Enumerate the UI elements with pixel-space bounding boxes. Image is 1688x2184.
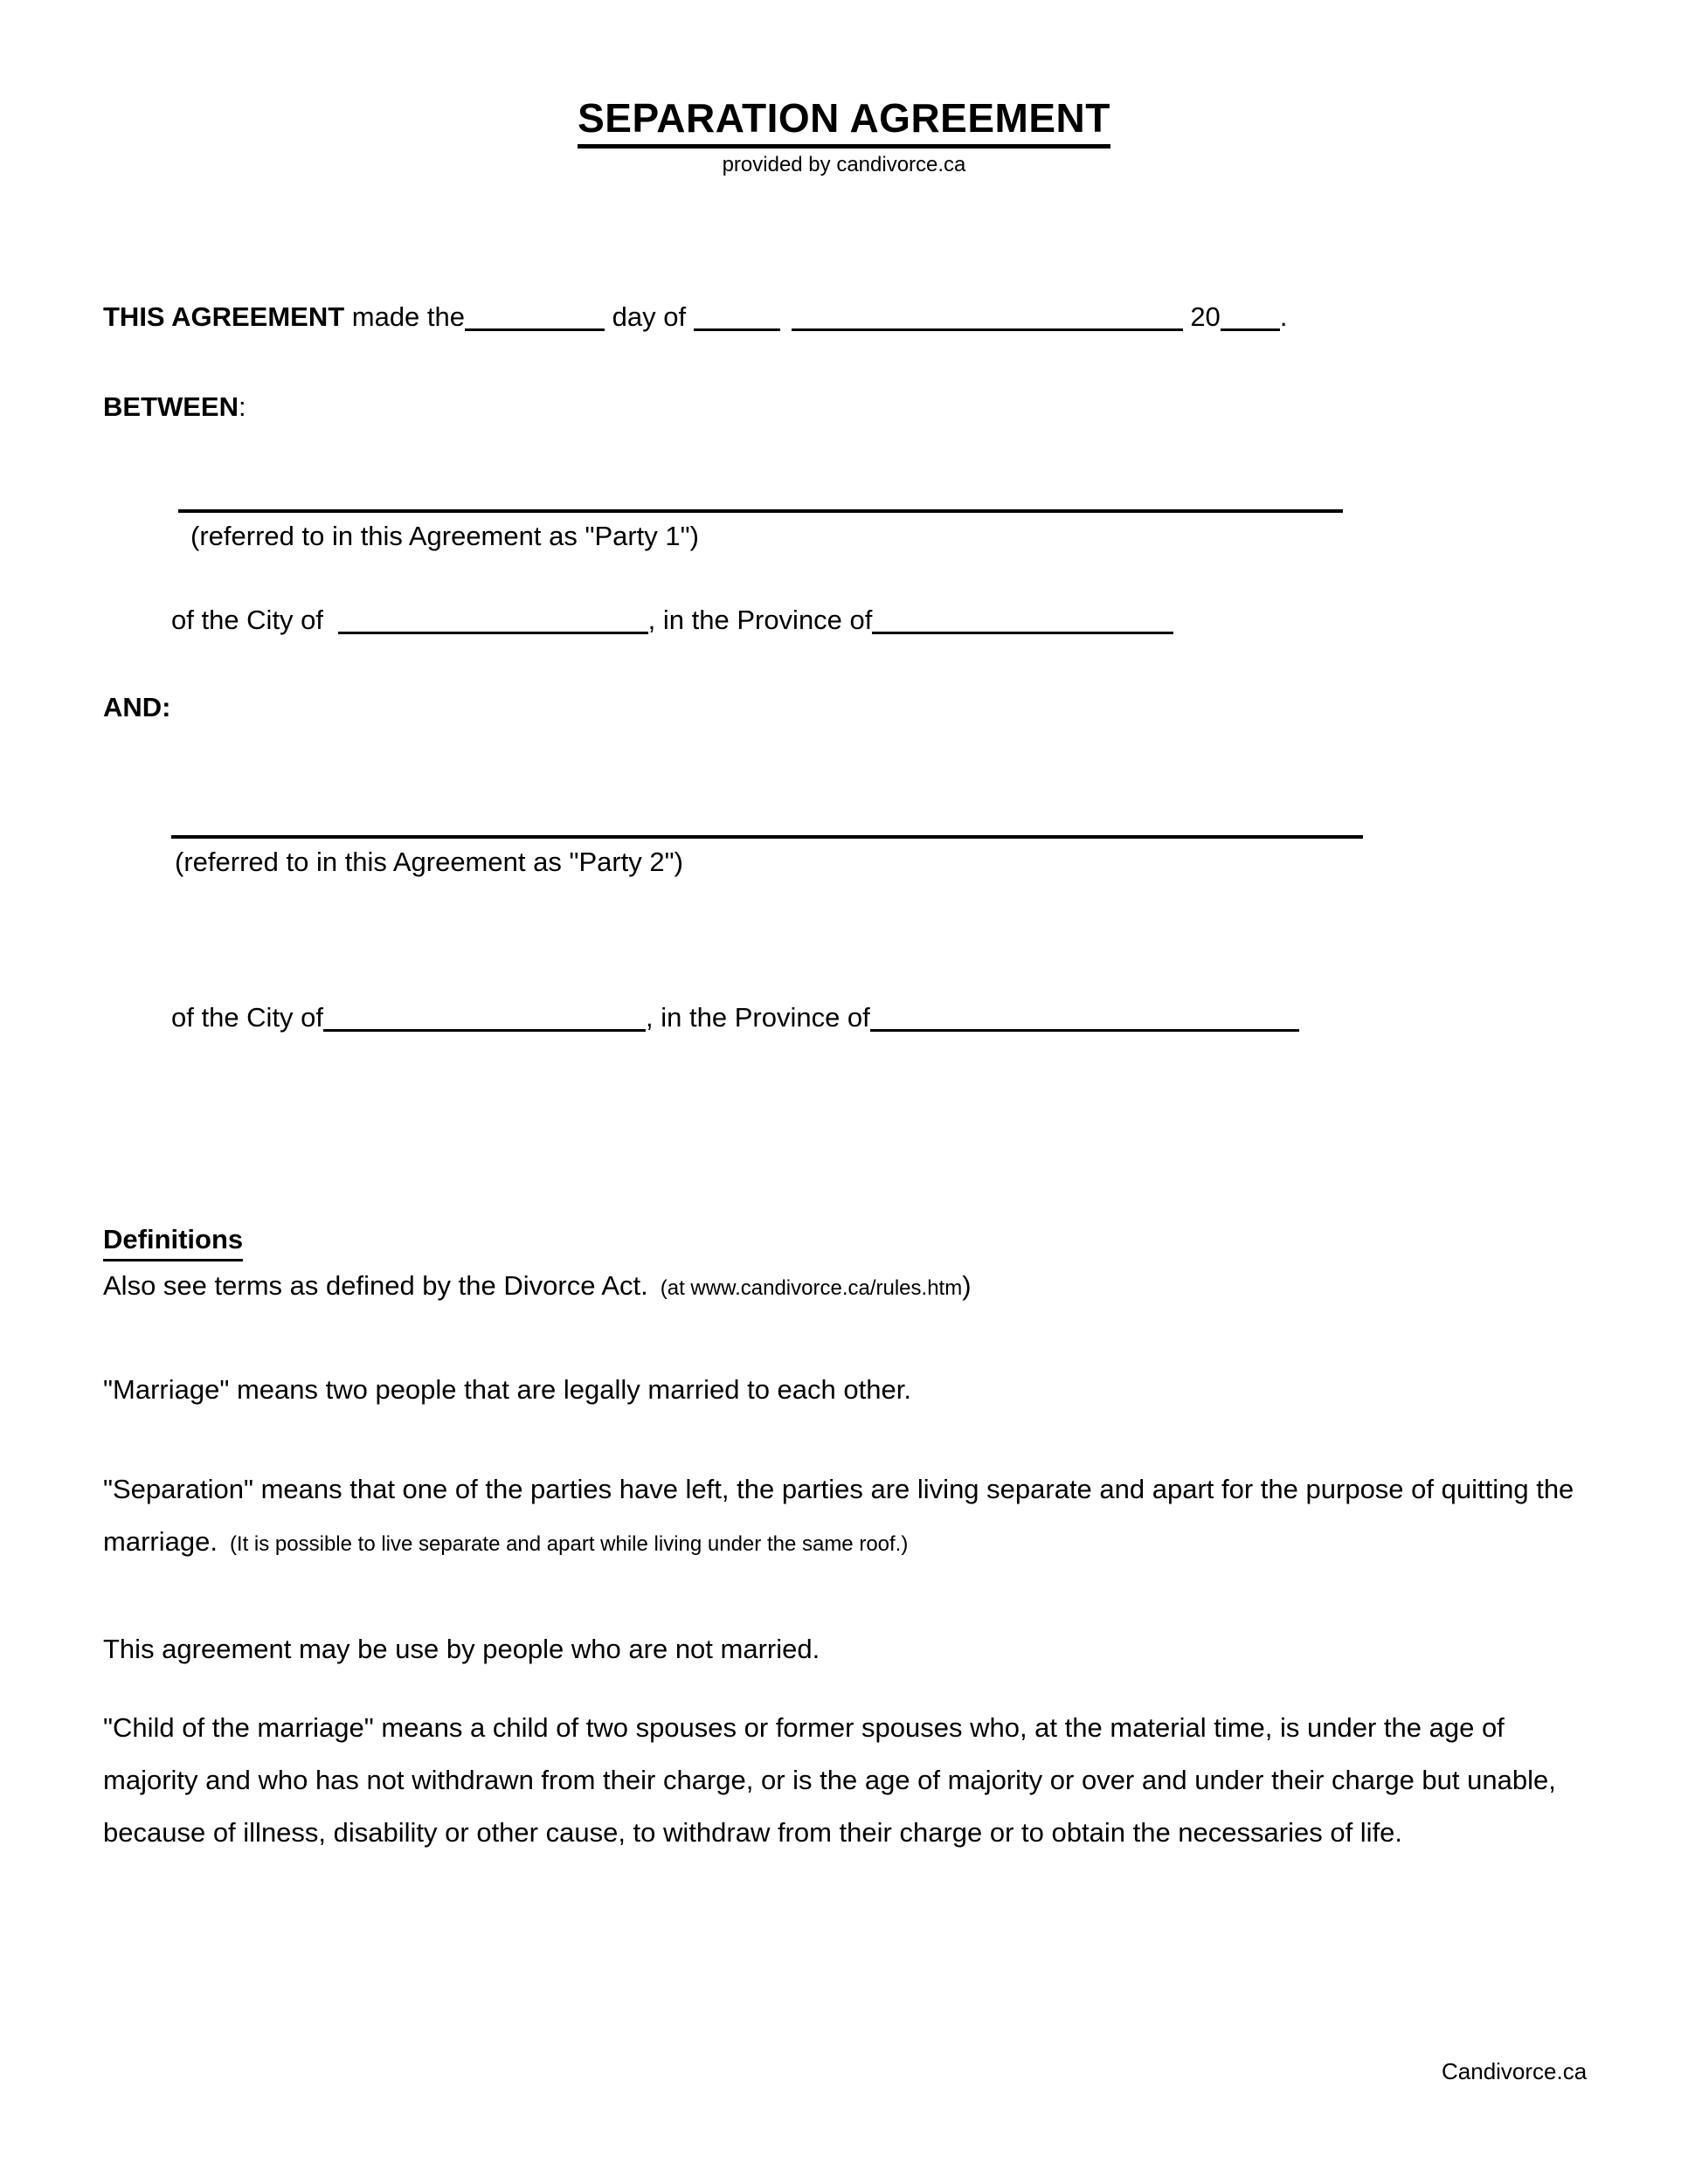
party1-city-prefix: of the City of (171, 605, 331, 635)
made-the-text: made the (344, 301, 466, 332)
separation-definition-text: "Separation" means that one of the parties have left, the parties are living separate and apart for the purpose of quitting the marriage. (103, 1474, 1574, 1557)
agreement-label: THIS AGREEMENT (103, 301, 345, 332)
definitions-heading: Definitions (103, 1223, 243, 1261)
page-title: SEPARATION AGREEMENT (578, 94, 1110, 149)
day-number-blank[interactable] (465, 327, 605, 331)
between-label: BETWEEN (103, 391, 239, 422)
between-colon: : (239, 391, 246, 422)
between-section-label (103, 390, 246, 425)
child-definition: "Child of the marriage" means a child of two spouses or former spouses who, at the material time, is under the age of majority and who has not withdrawn from their charge, or is the age of majority or over and under their charge but unable, because of illness, disability or other cause, to withdraw from their charge or to obtain the necessaries of life. (103, 1712, 1556, 1848)
page-subtitle: provided by candivorce.ca (722, 153, 966, 176)
day-of-text: day of (605, 301, 694, 332)
party2-city-blank[interactable] (323, 1027, 646, 1032)
party1-city-line (171, 604, 1173, 638)
year-blank[interactable] (1221, 327, 1280, 331)
party2-city-line (171, 1001, 1299, 1035)
title-block (0, 94, 1688, 177)
definitions-intro-line (103, 1269, 972, 1303)
party2-province-blank[interactable] (870, 1027, 1299, 1032)
month-name-blank[interactable] (792, 327, 1183, 331)
definitions-intro-note: (at www.candivorce.ca/rules.htm (660, 1276, 963, 1300)
party1-province-prefix: , in the Province of (647, 605, 873, 635)
party1-referred-text: (referred to in this Agreement as "Party 1") (190, 521, 699, 551)
marriage-definition: "Marriage" means two people that are legally married to each other. (103, 1374, 911, 1405)
party1-name-blank[interactable] (178, 509, 1343, 513)
period-text: . (1279, 301, 1288, 332)
separation-definition (103, 1463, 1594, 1571)
separation-definition-note: (It is possible to live separate and apart while living under the same roof.) (229, 1532, 909, 1556)
definitions-intro-note-close: ) (962, 1270, 972, 1301)
month-blank[interactable] (694, 327, 780, 331)
party1-city-blank[interactable] (338, 630, 648, 634)
party1-province-blank[interactable] (872, 630, 1173, 634)
agreement-date-line (103, 301, 1287, 335)
unmarried-note: This agreement may be use by people who are not married. (103, 1634, 820, 1664)
definitions-heading-wrap (103, 1223, 243, 1261)
party2-referred-text: (referred to in this Agreement as "Party 2") (175, 847, 683, 877)
definitions-intro-text: Also see terms as defined by the Divorce Act. (103, 1270, 648, 1301)
party2-name-blank[interactable] (171, 835, 1363, 839)
and-section-label: AND: (103, 692, 171, 722)
party2-city-prefix: of the City of (171, 1002, 324, 1033)
party2-province-prefix: , in the Province of (646, 1002, 870, 1033)
footer-brand: Candivorce.ca (1442, 2058, 1588, 2084)
year-prefix-text: 20 (1182, 301, 1221, 332)
